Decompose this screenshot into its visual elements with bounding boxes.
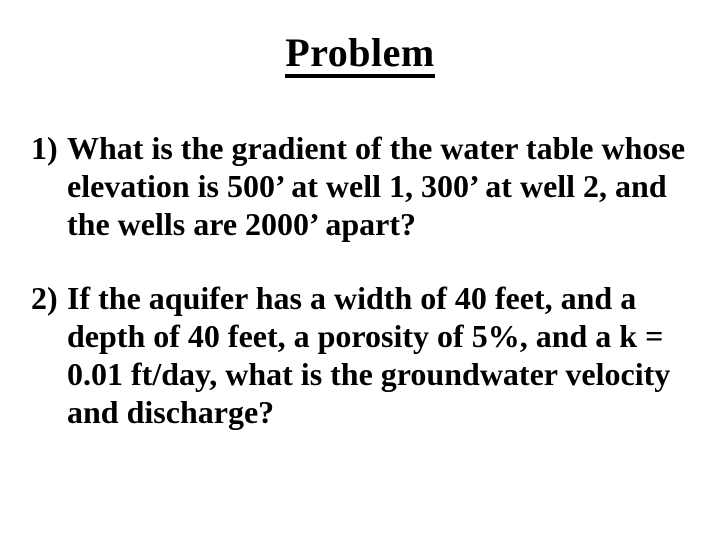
slide-title-row (0, 32, 720, 78)
question-1-text (67, 129, 685, 243)
question-1 (31, 129, 720, 243)
question-1-line-1: What is the gradient of the water table whose (67, 130, 686, 166)
question-list (31, 129, 720, 467)
question-1-line-3: the wells are 2000’ apart? (67, 206, 416, 242)
question-2-line-3: 0.01 ft/day, what is the groundwater velocity (67, 356, 671, 392)
question-1-number: 1) (31, 130, 58, 166)
slide-title: Problem (285, 32, 434, 78)
question-1-line-2: elevation is 500’ at well 1, 300’ at well 2, and (67, 168, 667, 204)
question-2-line-1: If the aquifer has a width of 40 feet, and a (67, 280, 637, 316)
question-2-line-4: and discharge? (67, 394, 275, 430)
question-2-number: 2) (31, 280, 58, 316)
question-2-line-2: depth of 40 feet, a porosity of 5%, and a k = (67, 318, 664, 354)
question-2 (31, 279, 720, 431)
question-2-text (67, 279, 670, 431)
